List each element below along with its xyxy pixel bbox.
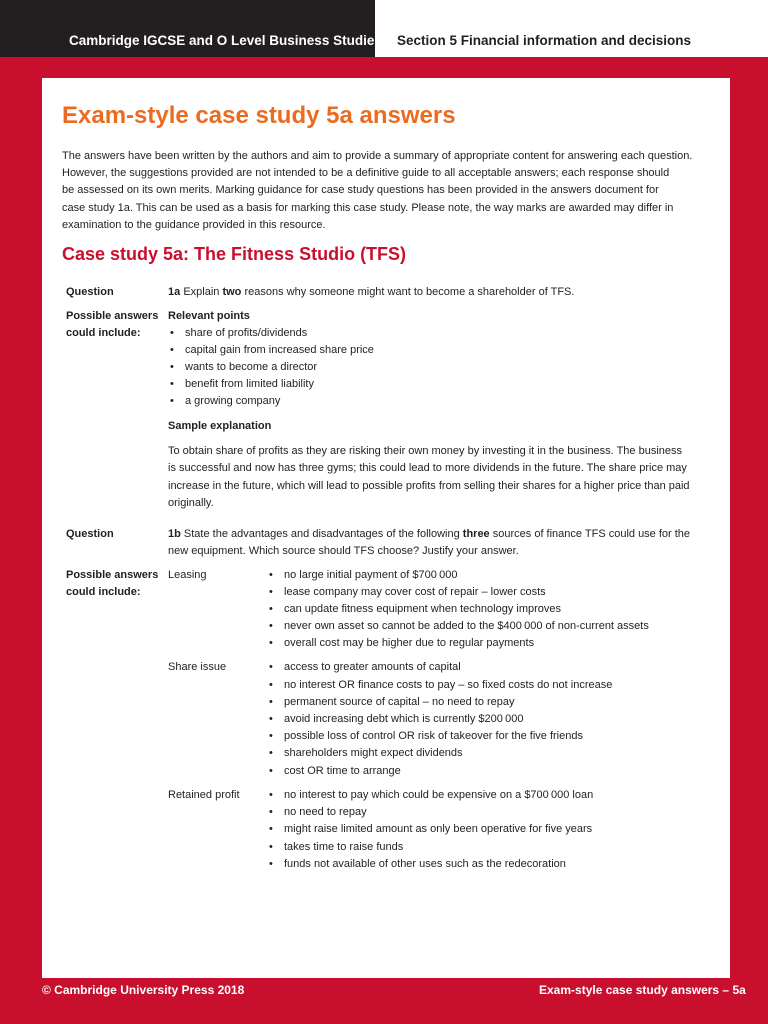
sample-line: To obtain share of profits as they are risking their own money by investing it in the business. The business xyxy=(168,445,683,457)
question-text-part: Explain xyxy=(183,286,220,298)
question-1b-text-line2: new equipment. Which source should TFS choose? Justify your answer. xyxy=(168,545,519,557)
intro-line: examination to the guidance provided in this resource. xyxy=(62,218,326,231)
source-name-share-issue: Share issue xyxy=(168,661,227,673)
sample-explanation-heading: Sample explanation xyxy=(168,420,272,432)
relevant-points-heading: Relevant points xyxy=(168,310,250,322)
question-label: Question xyxy=(66,528,114,540)
question-1b-text xyxy=(168,526,690,543)
question-emphasis: three xyxy=(462,528,490,540)
page-footer-label: Exam-style case study answers – 5a xyxy=(539,983,746,997)
copyright-footer: © Cambridge University Press 2018 xyxy=(42,983,245,997)
question-emphasis: two xyxy=(222,286,242,298)
sample-line: originally. xyxy=(168,497,214,509)
possible-answers-label: Possible answers xyxy=(66,569,159,581)
case-study-heading: Case study 5a: The Fitness Studio (TFS) xyxy=(62,244,407,264)
header-bar-left xyxy=(0,0,375,57)
intro-line: However, the suggestions provided are not intended to be a definitive guide to all acceptable answers; each response should xyxy=(62,167,670,180)
book-title: Cambridge IGCSE and O Level Business Studies xyxy=(69,33,382,48)
question-text-part: reasons why someone might want to become a shareholder of TFS. xyxy=(244,286,575,298)
question-1a-text xyxy=(168,284,574,301)
intro-paragraph xyxy=(62,148,712,234)
intro-line: The answers have been written by the authors and aim to provide a summary of appropriate content for answering each question. xyxy=(62,150,693,162)
header-bar-right xyxy=(375,0,768,57)
question-number: 1b xyxy=(168,528,181,540)
question-number: 1a xyxy=(168,286,181,298)
intro-line: be assessed on its own merits. Marking guidance for case study questions has been provided in the answers document for xyxy=(62,184,659,197)
intro-line: case study 1a. This can be used as a basis for marking this case study. Please note, the way marks are awarded may differ in xyxy=(62,201,674,214)
page-title: Exam-style case study 5a answers xyxy=(62,102,456,129)
source-name-retained-profit: Retained profit xyxy=(168,789,240,801)
possible-answers-label: Possible answers xyxy=(66,310,159,322)
section-title: Section 5 Financial information and decisions xyxy=(397,33,692,48)
question-label: Question xyxy=(66,286,114,298)
source-name-leasing: Leasing xyxy=(168,569,207,581)
sample-line: increase in the future, which will lead to possible profits from selling their shares for a higher price than paid xyxy=(168,480,690,492)
question-text-part: State the advantages and disadvantages of the following xyxy=(183,528,460,540)
possible-answers-label: could include: xyxy=(66,327,141,339)
question-text-part: sources of finance TFS could use for the xyxy=(492,528,691,540)
sample-line: is successful and now has three gyms; this could lead to more dividends in the future. The share price may xyxy=(168,462,687,474)
possible-answers-label: could include: xyxy=(66,586,141,598)
